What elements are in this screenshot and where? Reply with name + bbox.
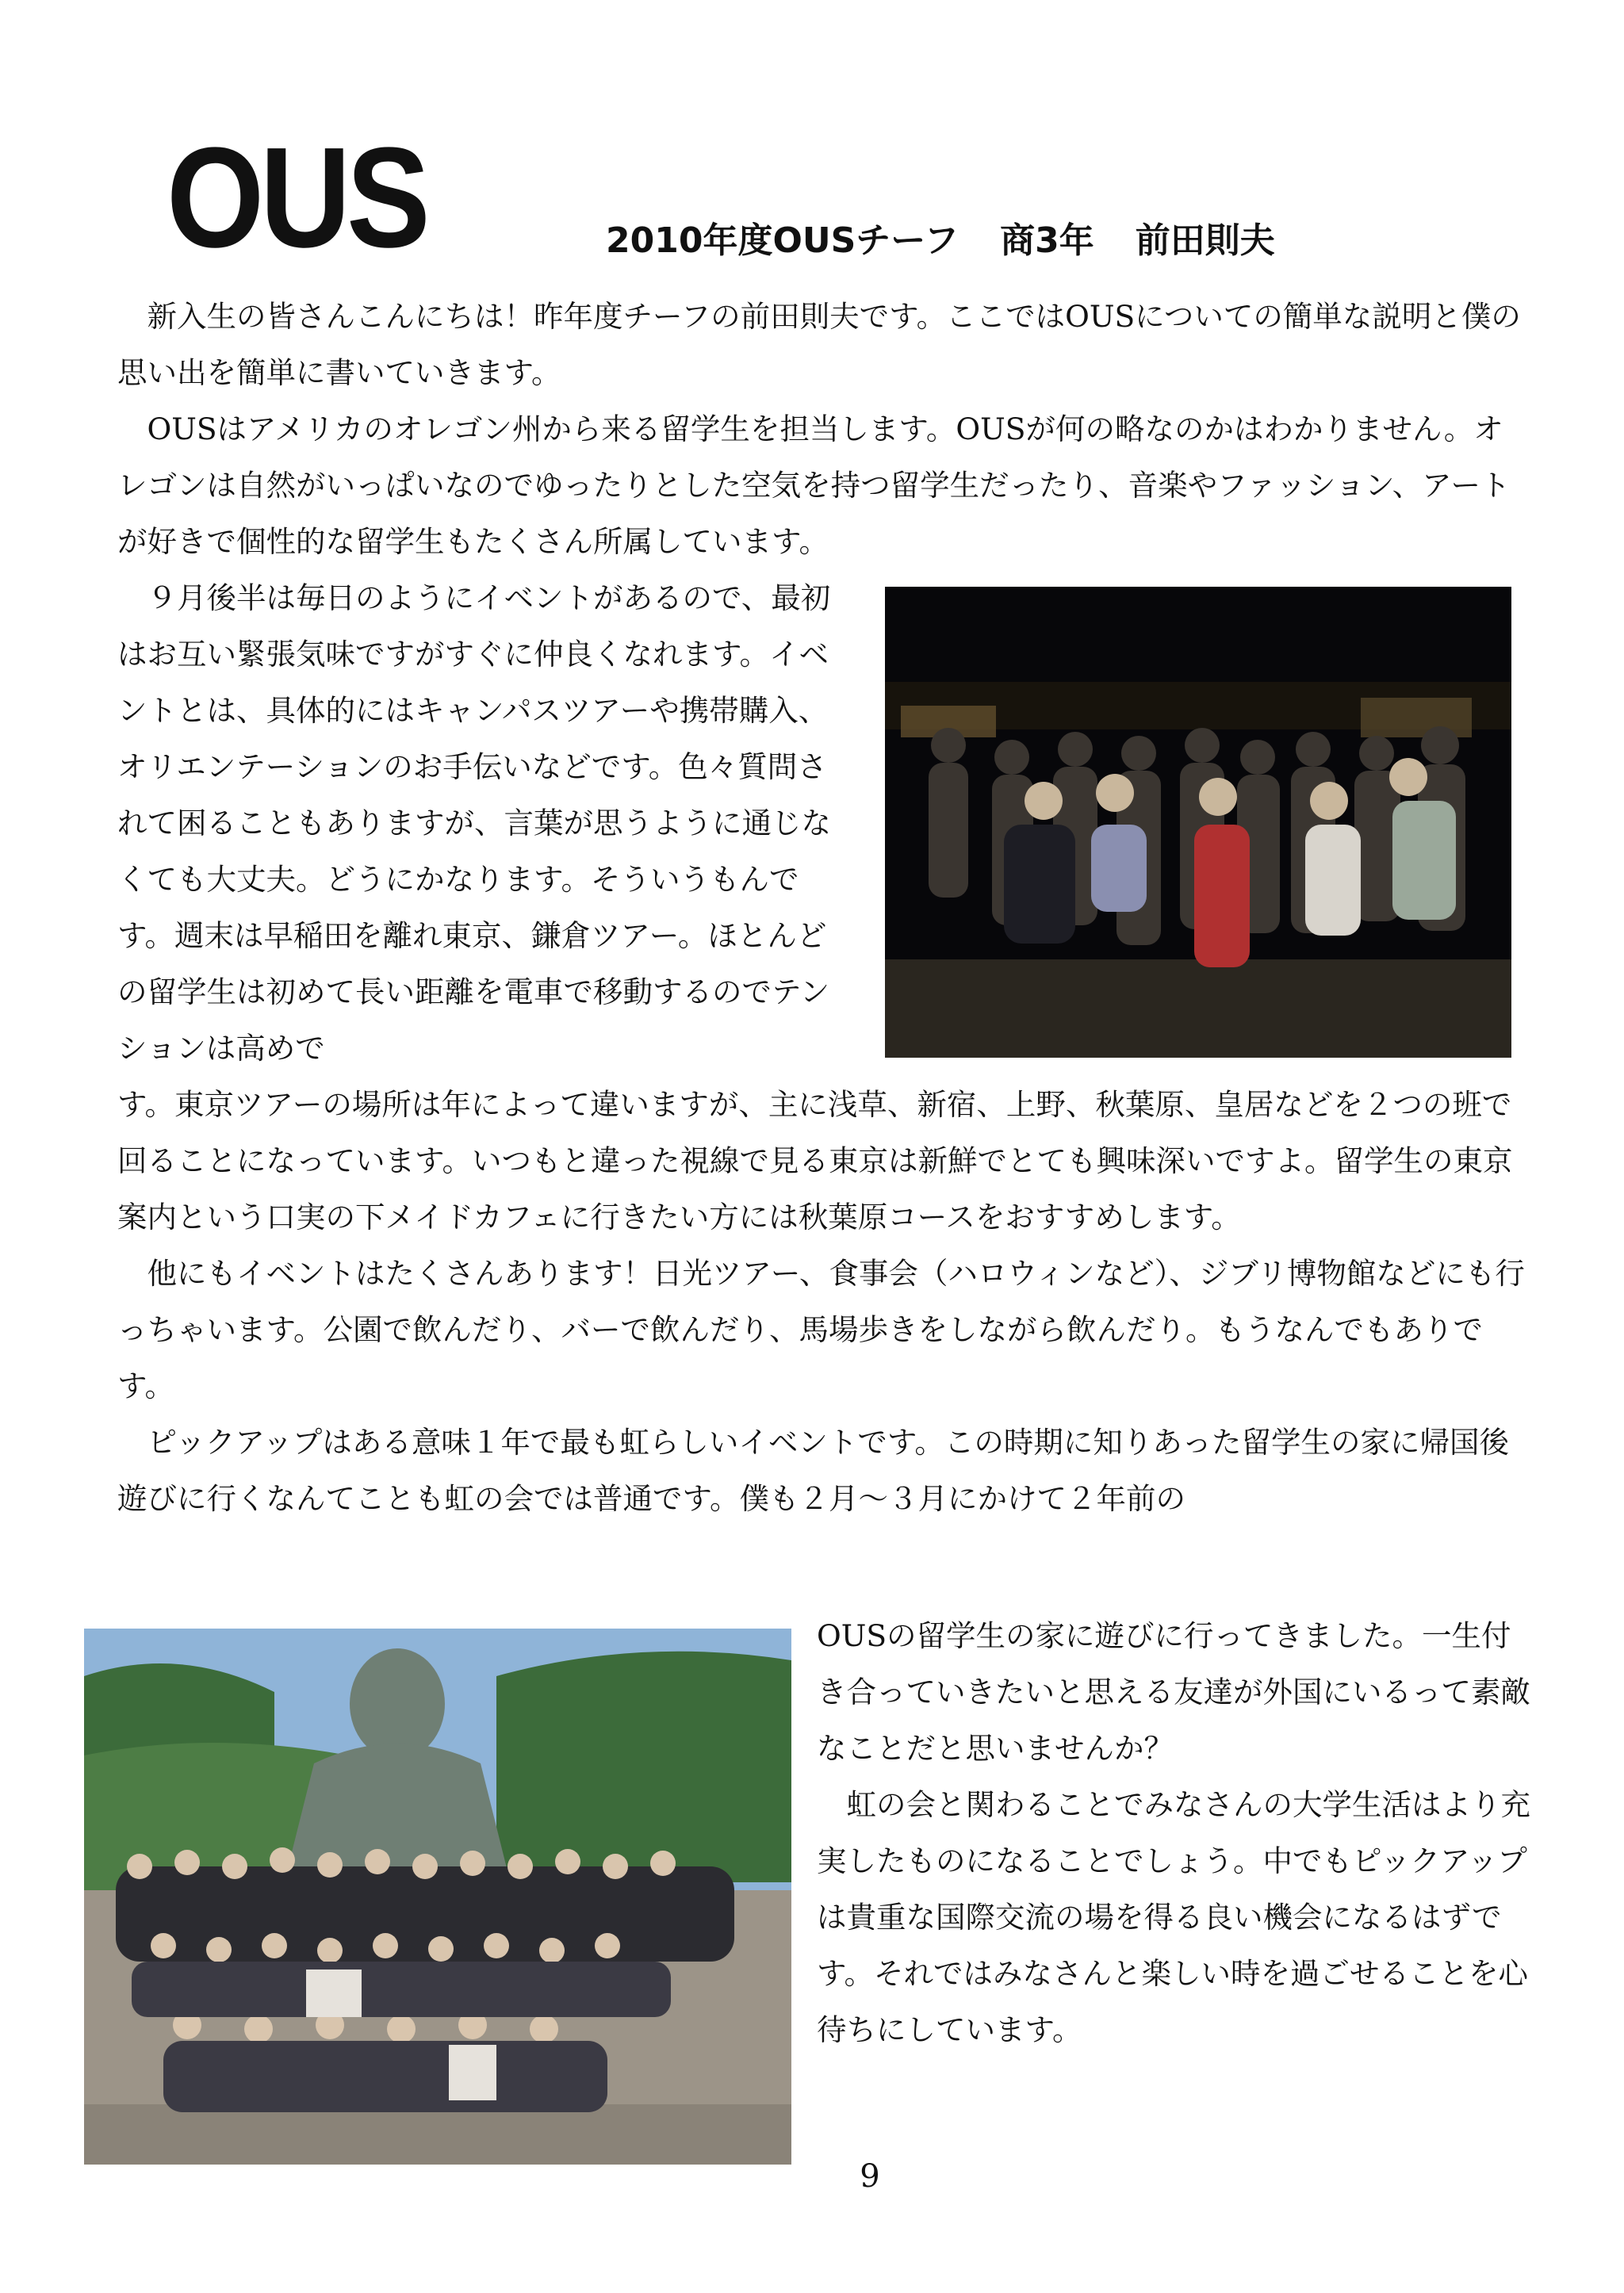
author-byline: [606, 220, 1275, 262]
paragraph-about: OUSはアメリカのオレゴン州から来る留学生を担当します。OUSが何の略なのかはわかりません。オレゴンは自然がいっぱいなのでゆったりとした空気を持つ留学生だったり、音楽やファッション、アートが好きで個性的な留学生もたくさん所属しています。: [117, 412, 1511, 559]
text-block-main: [117, 1077, 1529, 1527]
text-block-events: [117, 570, 855, 1077]
page-number: 9: [860, 2158, 880, 2195]
buddha-group-illustration: [84, 1629, 791, 2165]
paragraph-pickup-cont: OUSの留学生の家に遊びに行ってきました。一生付き合っていきたいと思える友達が外国にいるって素敵なことだと思いませんか？: [817, 1618, 1530, 1766]
paragraph-intro: 新入生の皆さんこんにちは！昨年度チーフの前田則夫です。ここではOUSについての簡単な説明と僕の思い出を簡単に書いていきます。: [117, 299, 1521, 390]
group-photo-night: [885, 587, 1511, 1058]
section-logo: OUS: [167, 118, 427, 278]
group-photo-buddha: [84, 1629, 791, 2165]
paragraph-pickup-start: ピックアップはある意味１年で最も虹らしいイベントです。この時期に知りあった留学生の家に帰国後遊びに行くなんてことも虹の会では普通です。僕も２月～３月にかけて２年前の: [117, 1425, 1509, 1516]
byline-grade: 商3年: [1000, 220, 1094, 261]
byline-title: 2010年度OUSチーフ: [606, 220, 959, 261]
byline-name: 前田則夫: [1135, 220, 1275, 261]
text-block-intro: [117, 289, 1529, 570]
paragraph-events-start: ９月後半は毎日のようにイベントがあるので、最初はお互い緊張気味ですがすぐに仲良くなれます。イベントとは、具体的にはキャンパスツアーや携帯購入、オリエンテーションのお手伝いなどです。色々質問されて困ることもありますが、言葉が思うように通じなくても大丈夫。どうにかなります。そういうもんです。週末は早稲田を離れ東京、鎌倉ツアー。ほとんどの留学生は初めて長い距離を電車で移動するのでテンションは高めで: [117, 580, 831, 1066]
paragraph-events-cont: す。東京ツアーの場所は年によって違いますが、主に浅草、新宿、上野、秋葉原、皇居などを２つの班で回ることになっています。いつもと違った視線で見る東京は新鮮でとても興味深いですよ。留学生の東京案内という口実の下メイドカフェに行きたい方には秋葉原コースをおすすめします。: [117, 1087, 1513, 1235]
paragraph-closing: 虹の会と関わることでみなさんの大学生活はより充実したものになることでしょう。中でもピックアップは貴重な国際交流の場を得る良い機会になるはずです。それではみなさんと楽しい時を過ごせることを心待ちにしています。: [817, 1787, 1530, 2047]
night-group-illustration: [885, 587, 1511, 1058]
text-block-closing: [817, 1608, 1530, 2058]
paragraph-other-events: 他にもイベントはたくさんあります！日光ツアー、食事会（ハロウィンなど）、ジブリ博物館などにも行っちゃいます。公園で飲んだり、バーで飲んだり、馬場歩きをしながら飲んだり。もうなんでもありです。: [117, 1256, 1525, 1403]
